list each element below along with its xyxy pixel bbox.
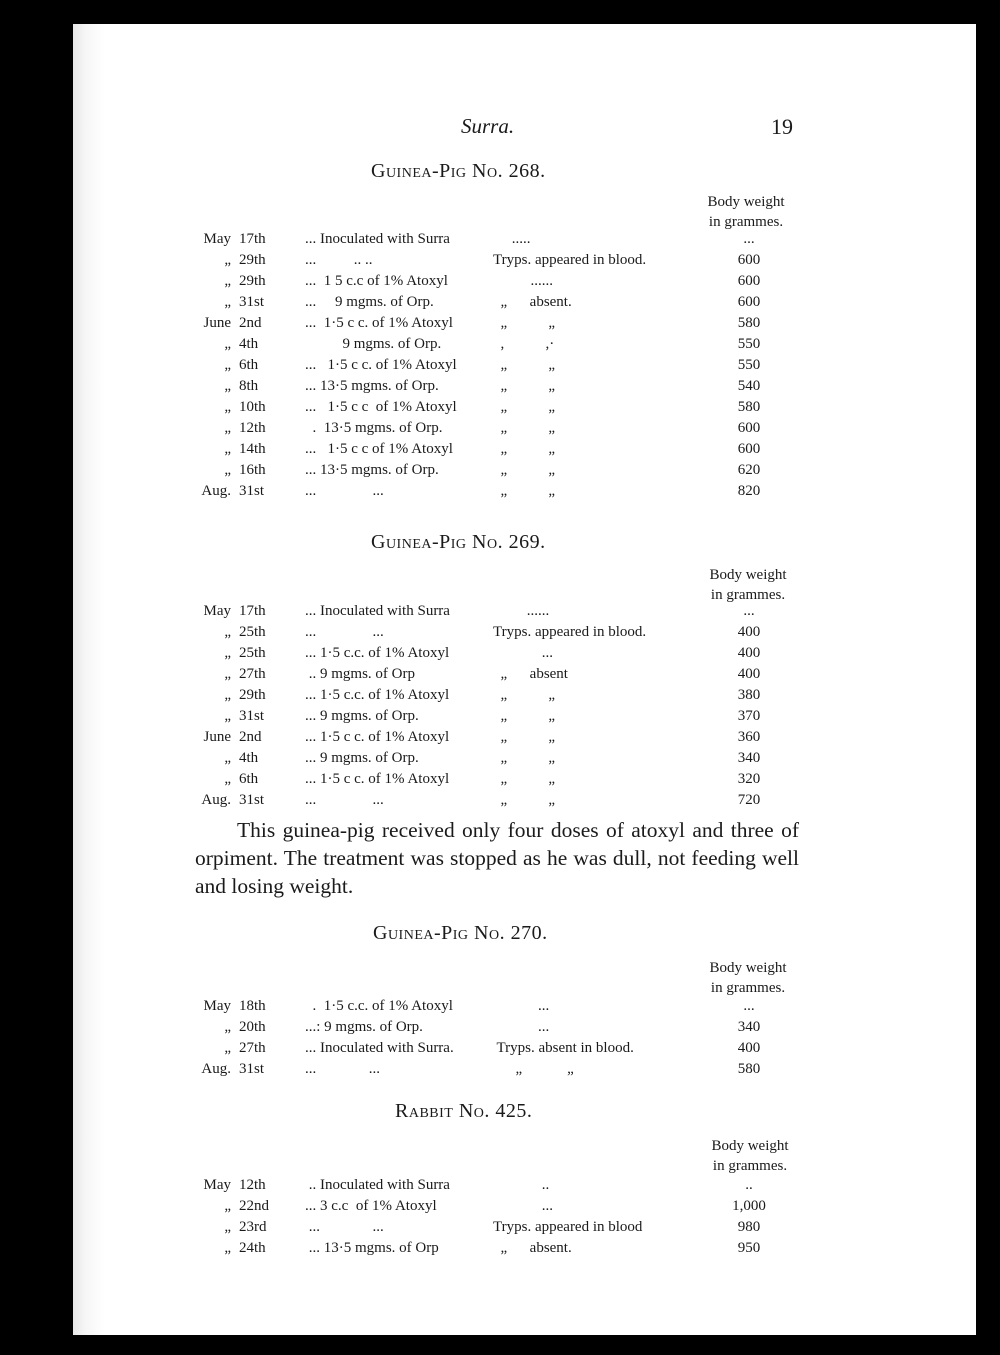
row-day: 29th <box>239 252 266 268</box>
row-observation: „ „ <box>493 687 556 703</box>
weight-header-line2: in grammes. <box>712 1158 788 1174</box>
row-weight: 950 <box>737 1240 761 1256</box>
weight-column-header <box>691 192 801 232</box>
table-row <box>73 748 976 769</box>
row-weight: 550 <box>737 336 761 352</box>
table-row <box>73 1038 976 1059</box>
table-row <box>73 727 976 748</box>
row-observation: Tryps. appeared in blood <box>493 1219 643 1235</box>
row-month: „ <box>224 294 231 310</box>
row-weight: 380 <box>737 687 761 703</box>
row-weight: 820 <box>737 483 761 499</box>
table-row <box>73 1059 976 1080</box>
table-row <box>73 601 976 622</box>
row-weight: 600 <box>737 441 761 457</box>
row-day: 29th <box>239 687 266 703</box>
row-observation: „ „ <box>493 729 556 745</box>
row-weight: 580 <box>737 399 761 415</box>
row-weight: 980 <box>737 1219 761 1235</box>
running-header-title: Surra. <box>461 114 515 138</box>
row-weight: 720 <box>737 792 761 808</box>
row-day: 8th <box>239 378 259 394</box>
row-month: „ <box>224 420 231 436</box>
row-month: May <box>203 998 231 1014</box>
row-day: 29th <box>239 273 266 289</box>
row-observation: „ „ <box>493 315 556 331</box>
row-entry: ... 9 mgms. of Orp. <box>305 294 434 310</box>
row-month: „ <box>224 1219 231 1235</box>
table-row <box>73 250 976 271</box>
row-weight: 1,000 <box>732 1198 766 1214</box>
row-observation: ... <box>493 1198 553 1214</box>
row-weight: ... <box>743 603 755 619</box>
table-row <box>73 643 976 664</box>
row-month: „ <box>224 441 231 457</box>
table-row <box>73 685 976 706</box>
row-observation: „ absent. <box>493 1240 572 1256</box>
row-entry: ... ... <box>305 1219 384 1235</box>
row-month: „ <box>224 1198 231 1214</box>
row-observation: Tryps. absent in blood. <box>493 1040 634 1056</box>
row-weight: 580 <box>737 315 761 331</box>
row-weight: 540 <box>737 378 761 394</box>
row-observation: „ „ <box>493 1061 574 1077</box>
row-entry: ... ... <box>305 483 384 499</box>
row-entry: ... 1·5 c c. of 1% Atoxyl <box>305 771 450 787</box>
row-entry: ... 9 mgms. of Orp. <box>305 708 419 724</box>
row-weight: 400 <box>737 666 761 682</box>
row-entry: ... 9 mgms. of Orp. <box>305 750 419 766</box>
row-day: 20th <box>239 1019 266 1035</box>
row-observation: „ „ <box>493 399 556 415</box>
table-row <box>73 1196 976 1217</box>
row-month: June <box>203 315 231 331</box>
row-entry: ... 1·5 c c. of 1% Atoxyl <box>305 729 450 745</box>
document-page <box>73 24 976 1335</box>
row-entry: . 1·5 c.c. of 1% Atoxyl <box>305 998 453 1014</box>
row-observation: „ „ <box>493 441 556 457</box>
row-month: „ <box>224 771 231 787</box>
table-row <box>73 1017 976 1038</box>
row-observation: ... <box>493 645 553 661</box>
row-weight: 600 <box>737 294 761 310</box>
row-day: 31st <box>239 483 265 499</box>
row-entry: ... ... <box>305 792 384 808</box>
row-entry: ... 1·5 c.c. of 1% Atoxyl <box>305 687 450 703</box>
table-row <box>73 229 976 250</box>
row-month: „ <box>224 1240 231 1256</box>
weight-column-header <box>693 565 803 605</box>
row-day: 2nd <box>239 315 262 331</box>
table-row <box>73 376 976 397</box>
row-weight: .. <box>745 1177 753 1193</box>
row-day: 14th <box>239 441 266 457</box>
row-entry: .. 9 mgms. of Orp <box>305 666 415 682</box>
row-entry: ...: 9 mgms. of Orp. <box>305 1019 423 1035</box>
row-month: „ <box>224 462 231 478</box>
row-weight: 400 <box>737 624 761 640</box>
row-weight: 370 <box>737 708 761 724</box>
row-day: 27th <box>239 1040 266 1056</box>
row-day: 17th <box>239 231 266 247</box>
row-entry: ... ... <box>305 624 384 640</box>
row-weight: 360 <box>737 729 761 745</box>
weight-column-header <box>695 1136 805 1176</box>
row-month: „ <box>224 708 231 724</box>
table-row <box>73 313 976 334</box>
row-observation: , ,· <box>493 336 555 352</box>
table-row <box>73 418 976 439</box>
section-title: Guinea-Pig No. 269. <box>371 531 546 553</box>
row-entry: ... ... <box>305 1061 380 1077</box>
row-month: „ <box>224 750 231 766</box>
row-observation: ..... <box>493 231 531 247</box>
row-observation: ... <box>493 998 550 1014</box>
row-entry: 9 mgms. of Orp. <box>305 336 442 352</box>
row-entry: ... 1·5 c c. of 1% Atoxyl <box>305 315 453 331</box>
row-entry: ... 13·5 mgms. of Orp. <box>305 378 439 394</box>
row-day: 22nd <box>239 1198 269 1214</box>
row-day: 31st <box>239 792 265 808</box>
row-observation: ...... <box>493 603 550 619</box>
row-day: 31st <box>239 294 265 310</box>
row-month: „ <box>224 666 231 682</box>
row-day: 12th <box>239 420 266 436</box>
row-month: May <box>203 603 231 619</box>
row-entry: . 13·5 mgms. of Orp. <box>305 420 443 436</box>
table-row <box>73 1217 976 1238</box>
row-day: 25th <box>239 645 266 661</box>
row-observation: „ „ <box>493 792 556 808</box>
section-title: Rabbit No. 425. <box>395 1100 533 1122</box>
row-day: 24th <box>239 1240 266 1256</box>
row-month: May <box>203 231 231 247</box>
row-month: Aug. <box>201 792 231 808</box>
row-month: „ <box>224 1019 231 1035</box>
row-weight: 600 <box>737 252 761 268</box>
row-observation: ... <box>493 1019 550 1035</box>
row-day: 6th <box>239 357 259 373</box>
row-entry: ... Inoculated with Surra <box>305 603 450 619</box>
weight-header-line1: Body weight <box>707 194 785 210</box>
row-day: 31st <box>239 708 265 724</box>
row-observation: „ „ <box>493 708 556 724</box>
row-day: 10th <box>239 399 266 415</box>
row-weight: 580 <box>737 1061 761 1077</box>
row-month: „ <box>224 357 231 373</box>
table-row <box>73 706 976 727</box>
row-day: 17th <box>239 603 266 619</box>
row-month: Aug. <box>201 1061 231 1077</box>
row-month: Aug. <box>201 483 231 499</box>
row-month: „ <box>224 624 231 640</box>
table-row <box>73 460 976 481</box>
row-weight: 400 <box>737 645 761 661</box>
table-row <box>73 1238 976 1259</box>
row-day: 12th <box>239 1177 266 1193</box>
row-weight: 400 <box>737 1040 761 1056</box>
table-row <box>73 271 976 292</box>
row-month: „ <box>224 645 231 661</box>
row-day: 16th <box>239 462 266 478</box>
row-day: 27th <box>239 666 266 682</box>
row-month: „ <box>224 687 231 703</box>
weight-header-line2: in grammes. <box>708 214 784 230</box>
table-row <box>73 1175 976 1196</box>
table-row <box>73 622 976 643</box>
row-day: 25th <box>239 624 266 640</box>
weight-header-line1: Body weight <box>711 1138 789 1154</box>
weight-header-line2: in grammes. <box>710 980 786 996</box>
row-month: „ <box>224 378 231 394</box>
row-weight: ... <box>743 231 755 247</box>
table-row <box>73 292 976 313</box>
row-day: 6th <box>239 771 259 787</box>
row-month: „ <box>224 1040 231 1056</box>
row-weight: 600 <box>737 420 761 436</box>
row-observation: ...... <box>493 273 553 289</box>
table-row <box>73 769 976 790</box>
row-observation: „ „ <box>493 483 556 499</box>
row-entry: ... Inoculated with Surra. <box>305 1040 454 1056</box>
row-observation: „ „ <box>493 771 556 787</box>
row-entry: ... 13·5 mgms. of Orp <box>305 1240 439 1256</box>
row-day: 2nd <box>239 729 262 745</box>
row-observation: „ absent. <box>493 294 572 310</box>
row-observation: .. <box>493 1177 550 1193</box>
row-observation: Tryps. appeared in blood. <box>493 252 647 268</box>
row-month: „ <box>224 399 231 415</box>
row-month: „ <box>224 336 231 352</box>
row-observation: „ absent <box>493 666 568 682</box>
row-observation: „ „ <box>493 750 556 766</box>
row-day: 31st <box>239 1061 265 1077</box>
row-entry: .. Inoculated with Surra <box>305 1177 450 1193</box>
row-weight: 340 <box>737 1019 761 1035</box>
table-row <box>73 397 976 418</box>
row-observation: Tryps. appeared in blood. <box>493 624 647 640</box>
row-entry: ... 1·5 c c. of 1% Atoxyl <box>305 357 457 373</box>
section-title: Guinea-Pig No. 268. <box>371 160 546 182</box>
row-month: „ <box>224 273 231 289</box>
row-weight: 620 <box>737 462 761 478</box>
table-row <box>73 664 976 685</box>
row-month: June <box>203 729 231 745</box>
weight-column-header <box>693 958 803 998</box>
row-weight: 550 <box>737 357 761 373</box>
weight-header-line1: Body weight <box>709 567 787 583</box>
table-row <box>73 996 976 1017</box>
row-observation: „ „ <box>493 420 556 436</box>
row-observation: „ „ <box>493 378 556 394</box>
table-row <box>73 790 976 811</box>
row-day: 4th <box>239 750 259 766</box>
row-entry: ... 1·5 c c of 1% Atoxyl <box>305 441 453 457</box>
table-row <box>73 439 976 460</box>
row-entry: ... 3 c.c of 1% Atoxyl <box>305 1198 437 1214</box>
row-day: 23rd <box>239 1219 267 1235</box>
row-day: 18th <box>239 998 266 1014</box>
row-entry: ... 1·5 c.c. of 1% Atoxyl <box>305 645 450 661</box>
row-entry: ... 13·5 mgms. of Orp. <box>305 462 439 478</box>
row-observation: „ „ <box>493 462 556 478</box>
row-entry: ... Inoculated with Surra <box>305 231 450 247</box>
table-row <box>73 334 976 355</box>
weight-header-line2: in grammes. <box>710 587 786 603</box>
row-weight: ... <box>743 998 755 1014</box>
section-title: Guinea-Pig No. 270. <box>373 922 548 944</box>
row-observation: „ „ <box>493 357 556 373</box>
row-entry: ... 1 5 c.c of 1% Atoxyl <box>305 273 448 289</box>
row-entry: ... 1·5 c c of 1% Atoxyl <box>305 399 457 415</box>
weight-header-line1: Body weight <box>709 960 787 976</box>
row-entry: ... .. .. <box>305 252 373 268</box>
row-weight: 600 <box>737 273 761 289</box>
table-row <box>73 355 976 376</box>
row-weight: 320 <box>737 771 761 787</box>
table-row <box>73 481 976 502</box>
row-day: 4th <box>239 336 259 352</box>
page-number: 19 <box>771 114 793 139</box>
row-month: „ <box>224 252 231 268</box>
note-paragraph: This guinea-pig received only four doses of atoxyl and three of orpiment. The treatment was stopped as he was dull, not feeding well and losing weight. <box>195 818 799 898</box>
row-month: May <box>203 1177 231 1193</box>
row-weight: 340 <box>737 750 761 766</box>
